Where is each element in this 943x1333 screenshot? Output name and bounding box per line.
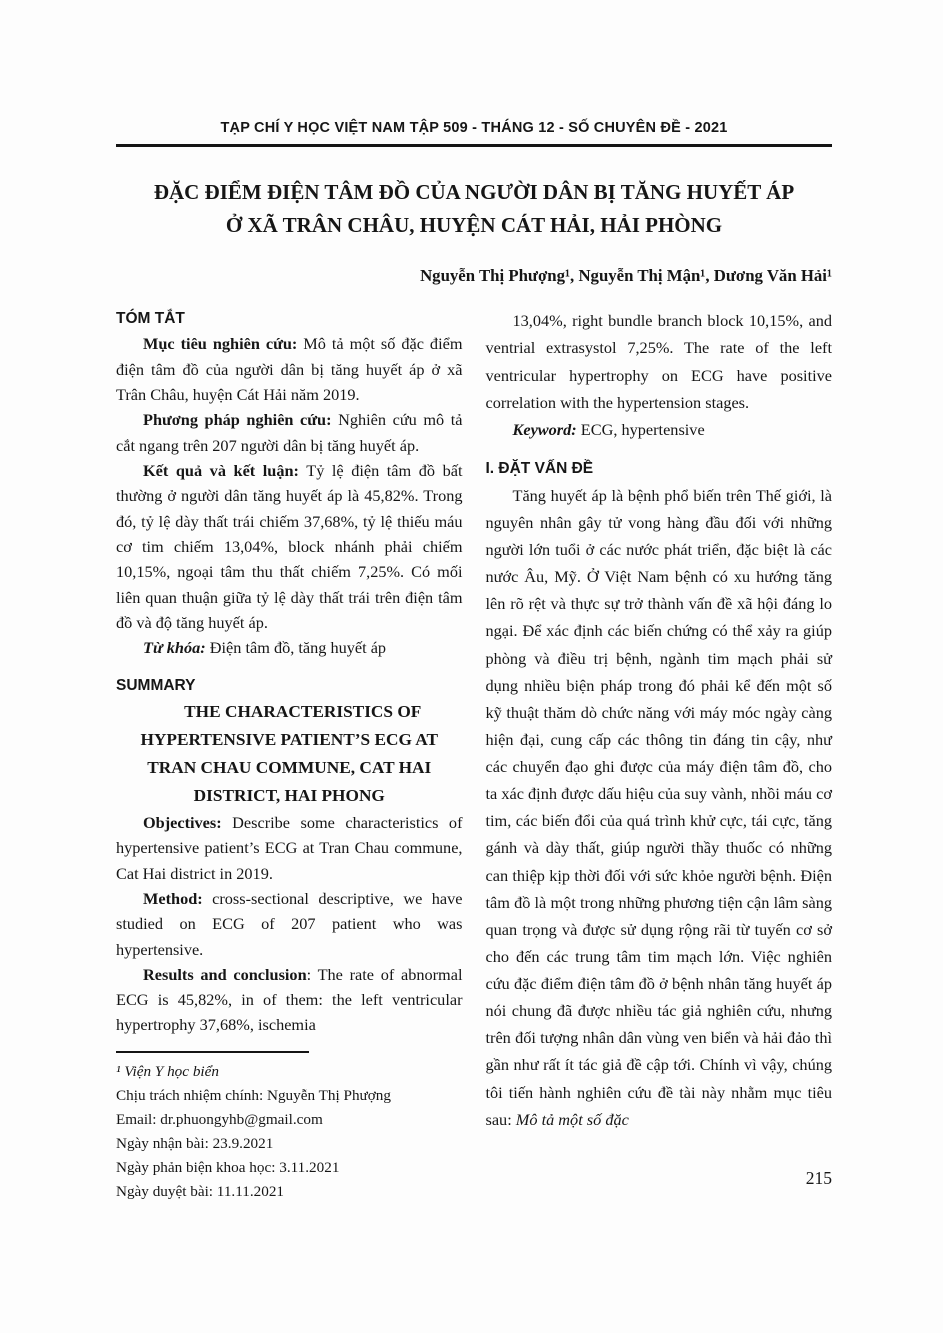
abstract-heading: TÓM TẮT: [116, 310, 185, 328]
summary-objectives-paragraph: [116, 810, 463, 886]
summary-keyword-text: ECG, hypertensive: [576, 419, 705, 439]
footnote-line-responsible-author: Chịu trách nhiệm chính: Nguyễn Thị Phượng: [116, 1086, 391, 1104]
left-column: [116, 307, 463, 1204]
abstract-results-paragraph: [116, 458, 463, 635]
summary-results-lead: Results and conclusion: [143, 964, 307, 984]
article-title-line2: Ở XÃ TRÂN CHÂU, HUYỆN CÁT HẢI, HẢI PHÒNG: [225, 213, 723, 238]
summary-objectives-text: Describe some characteristics of hypertensive patient’s ECG at Tran Chau commune, Cat Hai district in 2019.: [116, 812, 463, 883]
introduction-text: Tăng huyết áp là bệnh phổ biến trên Thế giới, là nguyên nhân gây tử vong hàng đầu đối với những người lớn tuổi ở các nước phát triển, đặc biệt là các nước Âu, Mỹ. Ở Việt Nam bệnh có xu hướng tăng lên rõ rệt và thực sự trở thành vấn đề xã hội đáng lo ngại. Để xác định các biến chứng có thể xảy ra giúp phòng và điều trị bệnh, ngành tim mạch phải sử dụng nhiều biện pháp trong đó phải kể đến một số kỹ thuật thăm dò chức năng với máy móc ngày càng hiện đại, cung cấp các thông tin đáng tin cậy, như các chuyển đạo ghi được của máy điện tâm đồ, cho ta xác định được dấu hiệu của suy vành, nhồi máu cơ tim, các biến đổi của quá trình khử cực, tái cực, tăng gánh và dày thất, giúp người thầy thuốc có những can thiệp kịp thời đối với sức khỏe người bệnh. Điện tâm đồ là một trong những phương tiện cận lâm sàng quan trọng và được sử dụng rộng rãi từ tuyến cơ sở cho đến các trung tâm tim mạch lớn. Việc nghiên cứu đặc điểm điện tâm đồ ở bệnh nhân tăng huyết áp nói chung đã được nhiều tác giả nghiên cứu, nhưng trên đối tượng nhân dân vùng ven biển và hải đảo thì gần như rất ít tác giả đề cập tới. Chính vì vậy, chúng tôi tiến hành nghiên cứu đề tài này nhằm mục tiêu sau:: [485, 485, 832, 1129]
footnote-line-review-date: Ngày phản biện khoa học: 3.11.2021: [116, 1158, 340, 1176]
abstract-results-text: Tỷ lệ điện tâm đồ bất thường ở người dân tăng huyết áp là 45,82%. Trong đó, tỷ lệ dày thất trái chiếm 37,68%, tỷ lệ thiếu máu cơ tim chiếm 13,04%, block nhánh phải chiếm 10,15%, ngoại tâm thu thất chiếm 7,25%. Có mối liên quan thuận giữa tỷ lệ dày thất trái trên điện tâm đồ và độ tăng huyết áp.: [116, 461, 463, 633]
footnote-line-accepted-date: Ngày duyệt bài: 11.11.2021: [116, 1182, 285, 1200]
abstract-method-text: Nghiên cứu mô tả cắt ngang trên 207 người dân bị tăng huyết áp.: [116, 410, 463, 455]
summary-heading: SUMMARY: [116, 676, 196, 694]
summary-continuation-paragraph: 13,04%, right bundle branch block 10,15%, and ventrial extrasystol 7,25%. The rate of the left ventricular hypertrophy on ECG have positive correlation with the hypertension stages.: [485, 311, 832, 412]
abstract-method-paragraph: [116, 407, 463, 458]
abstract-objective-paragraph: [116, 331, 463, 407]
abstract-objective-lead: Mục tiêu nghiên cứu:: [143, 334, 298, 354]
footnote-divider: [116, 1051, 309, 1053]
right-column: [486, 307, 833, 1204]
page-content: [116, 120, 832, 1204]
footnote-line-email: Email: dr.phuongyhb@gmail.com: [116, 1110, 323, 1128]
abstract-objective-text: Mô tả một số đặc điểm điện tâm đồ của người dân bị tăng huyết áp ở xã Trân Châu, huyện Cát Hải năm 2019.: [116, 334, 463, 405]
page-number: 215: [805, 1168, 832, 1188]
abstract-results-lead: Kết quả và kết luận:: [143, 461, 299, 481]
introduction-paragraph: [486, 482, 833, 1133]
footnote-line-received-date: Ngày nhận bài: 23.9.2021: [116, 1134, 274, 1152]
summary-method-lead: Method:: [143, 888, 203, 908]
summary-keyword-line: [486, 416, 833, 443]
footnote: [116, 1051, 463, 1204]
article-title: [116, 176, 832, 242]
summary-objectives-lead: Objectives:: [143, 812, 222, 832]
abstract-keywords-line: [116, 635, 463, 660]
abstract-method-lead: Phương pháp nghiên cứu:: [143, 410, 332, 430]
abstract-keywords-text: Điện tâm đồ, tăng huyết áp: [205, 638, 387, 658]
summary-method-paragraph: [116, 886, 463, 962]
introduction-heading: I. ĐẶT VẤN ĐỀ: [485, 459, 594, 477]
journal-header: [116, 120, 832, 147]
two-column-body: [116, 307, 832, 1204]
summary-keyword-lead: Keyword:: [512, 419, 577, 439]
summary-english-title: THE CHARACTERISTICS OF HYPERTENSIVE PATIENT’S ECG AT TRAN CHAU COMMUNE, CAT HAI DISTRICT, HAI PHONG: [140, 701, 439, 805]
summary-results-paragraph: [116, 962, 463, 1038]
abstract-keywords-lead: Từ khóa:: [143, 638, 206, 658]
introduction-objective-italic: Mô tả một số đặc: [515, 1109, 629, 1129]
summary-method-text: cross-sectional descriptive, we have studied on ECG of 207 patient who was hypertensive.: [116, 888, 463, 959]
affiliation-line: ¹ Viện Y học biển: [116, 1062, 219, 1080]
summary-results-text: : The rate of abnormal ECG is 45,82%, in of them: the left ventricular hypertrophy 37,68%, ischemia: [116, 964, 463, 1035]
journal-header-text: TẠP CHÍ Y HỌC VIỆT NAM TẬP 509 - THÁNG 12 - SỐ CHUYÊN ĐỀ - 2021: [220, 120, 728, 136]
article-title-line1: ĐẶC ĐIỂM ĐIỆN TÂM ĐỒ CỦA NGƯỜI DÂN BỊ TĂNG HUYẾT ÁP: [153, 180, 795, 204]
authors-line: Nguyễn Thị Phượng¹, Nguyễn Thị Mận¹, Dương Văn Hải¹: [420, 266, 832, 286]
